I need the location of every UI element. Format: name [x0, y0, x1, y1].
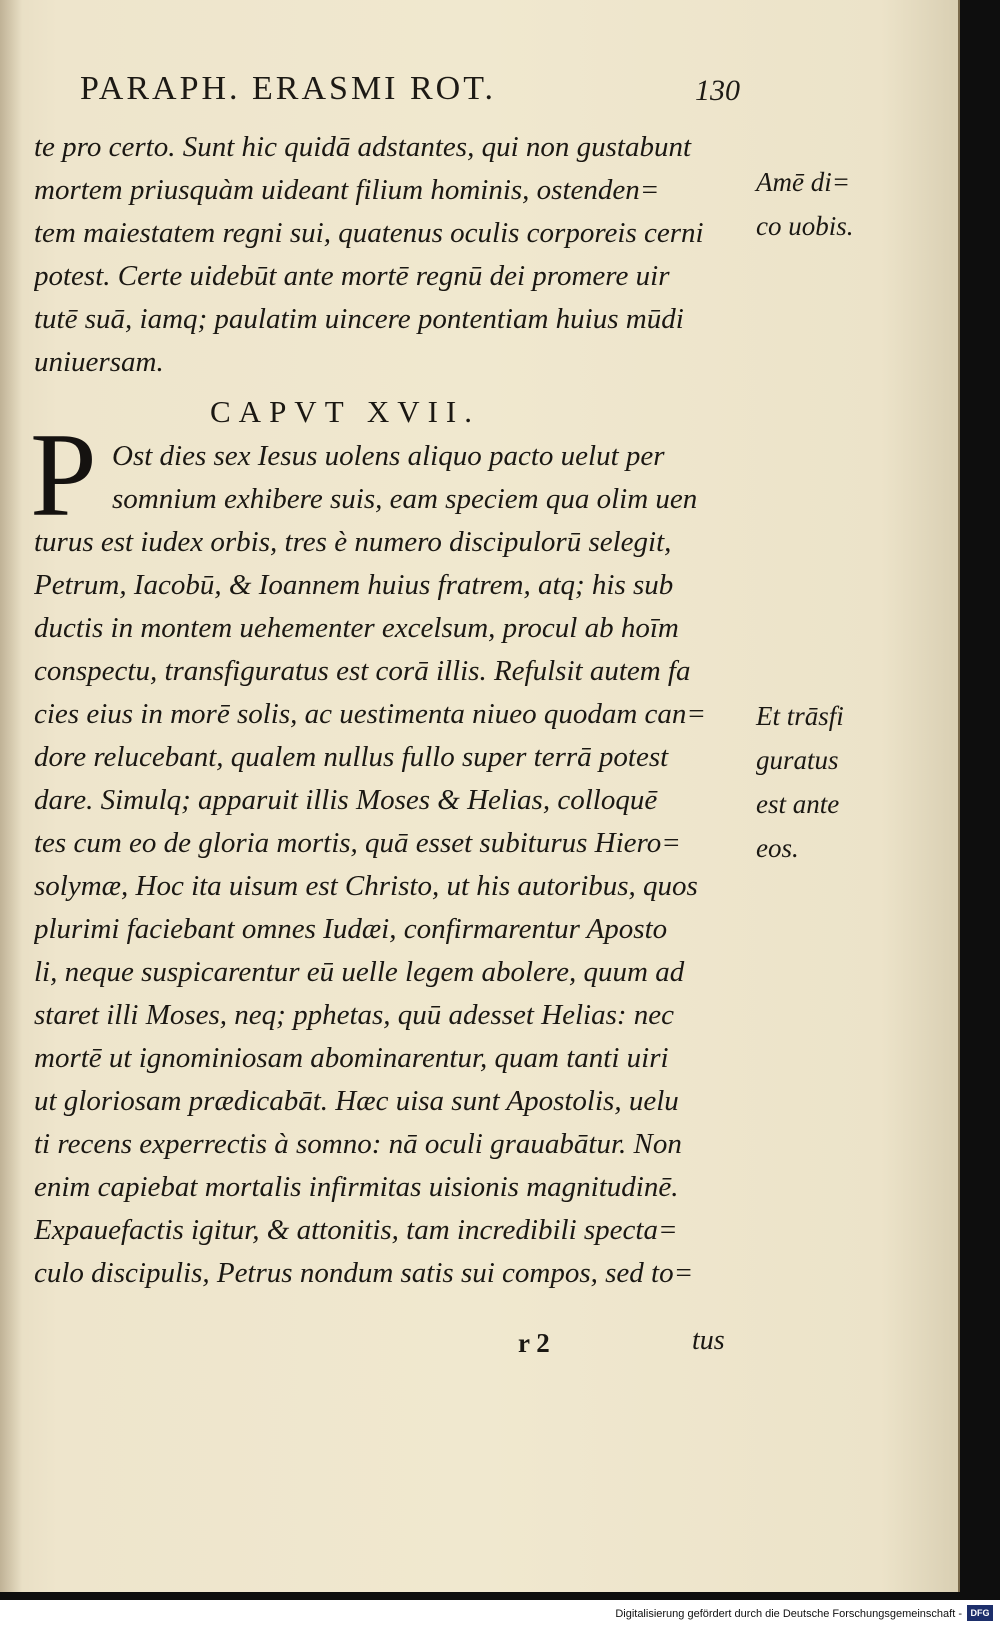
chapter-heading: CAPVT XVII. [210, 394, 480, 429]
signature-mark: r 2 [518, 1328, 550, 1358]
running-title: PARAPH. ERASMI ROT. [80, 70, 496, 107]
text-line: ductis in montem uehementer excelsum, procul ab hoīm [34, 612, 679, 644]
text-line: somnium exhibere suis, eam speciem qua olim uen [112, 483, 698, 515]
marginal-note [756, 160, 896, 248]
text-line: conspectu, transfiguratus est corā illis. Refulsit autem fa [34, 655, 691, 687]
text-line: cies eius in morē solis, ac uestimenta niueo quodam can= [34, 698, 706, 730]
text-line: mortem priusquàm uideant filium hominis, ostenden= [34, 174, 660, 206]
text-line: tem maiestatem regni sui, quatenus oculis corporeis cerni [34, 217, 704, 249]
text-line: li, neque suspicarentur eū uelle legem abolere, quum ad [34, 956, 685, 988]
text-line: turus est iudex orbis, tres è numero discipulorū selegit, [34, 526, 672, 558]
text-line: uniuersam. [34, 346, 164, 378]
text-line: solymæ, Hoc ita uisum est Christo, ut his autoribus, quos [34, 870, 698, 902]
text-line: te pro certo. Sunt hic quidā adstantes, qui non gustabunt [34, 131, 692, 163]
text-line: enim capiebat mortalis infirmitas uisionis magnitudinē. [34, 1171, 679, 1203]
text-line: tes cum eo de gloria mortis, quā esset subiturus Hiero= [34, 827, 681, 859]
marginal-line: Et trāsfi [756, 701, 844, 731]
text-line: culo discipulis, Petrus nondum satis sui compos, sed to= [34, 1257, 694, 1289]
text-line: Ost dies sex Iesus uolens aliquo pacto uelut per [112, 440, 665, 472]
catchword: tus [692, 1325, 725, 1356]
marginal-line: est ante [756, 789, 840, 819]
text-line: Petrum, Iacobū, & Ioannem huius fratrem, atq; his sub [34, 569, 674, 601]
text-line: plurimi faciebant omnes Iudæi, confirmarentur Aposto [34, 913, 668, 945]
marginal-note [756, 694, 896, 870]
marginal-line: co uobis. [756, 211, 854, 241]
gutter-shadow [0, 0, 22, 1592]
text-line: tutē suā, iamq; paulatim uincere pontentiam huius mūdi [34, 303, 684, 335]
funding-credit: Digitalisierung gefördert durch die Deutsche Forschungsgemeinschaft - [615, 1608, 962, 1620]
text-line: staret illi Moses, neq; pphetas, quū adesset Helias: nec [34, 999, 675, 1031]
text-line: dore relucebant, qualem nullus fullo super terrā potest [34, 741, 669, 773]
text-line: ti recens experrectis à somno: nā oculi grauabātur. Non [34, 1128, 682, 1160]
text-line: potest. Certe uidebūt ante mortē regnū dei promere uir [34, 260, 670, 292]
text-line: ut gloriosam prædicabāt. Hæc uisa sunt Apostolis, uelu [34, 1085, 679, 1117]
text-line: mortē ut ignominiosam abominarentur, quam tanti uiri [34, 1042, 669, 1074]
marginal-line: eos. [756, 833, 799, 863]
folio-number: 130 [695, 74, 740, 107]
text-line: dare. Simulq; apparuit illis Moses & Helias, colloquē [34, 784, 658, 816]
marginal-line: Amē di= [756, 167, 850, 197]
page-header [80, 70, 740, 120]
marginal-line: guratus [756, 745, 839, 775]
text-line: Expauefactis igitur, & attonitis, tam incredibili specta= [34, 1214, 678, 1246]
dfg-logo: DFG [967, 1605, 993, 1621]
drop-cap: P [30, 408, 97, 541]
